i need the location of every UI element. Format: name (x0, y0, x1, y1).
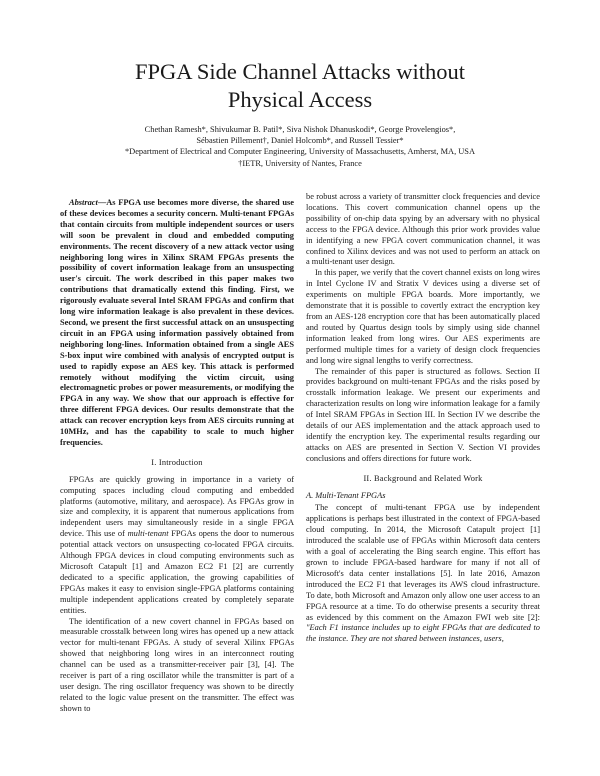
intro-p1-text-a: FPGAs are quickly growing in importance in a variety of computing spaces including cloud computing and embedded platforms (automotive, military, and aerospace). As FPGAs grow in size and complexity, it is apparent that numerous applications from independent users may simultaneously reside in a single FPGA device. This use of (60, 474, 294, 539)
abstract-text: —As FPGA use becomes more diverse, the shared use of these devices becomes a security concern. Multi-tenant FPGAs that contain circuits from multiple independent sources or users will soon be prevalent in cloud and embedded computing environments. The recent discovery of a new attack vector using neighboring long wires in Xilinx SRAM FPGAs presents the possibility of covert information leakage from an unsuspecting user's circuit. The work described in this paper makes two contributions that dramatically extend this finding. First, we rigorously evaluate several Intel SRAM FPGAs and confirm that long wire information leakage is also prevalent in these devices. Second, we present the first successful attack on an unsuspecting circuit in an FPGA using information passively obtained from neighboring long-lines. Information obtained from a single AES S-box input wire combined with analysis of encrypted output is used to rapidly expose an AES key. This attack is performed remotely without modifying the victim circuit, using electromagnetic probes or power measurements, or modifying the FPGA in any way. We show that our approach is effective for three different FPGA devices. Our results demonstrate that the attack can recover encryption keys from AES circuits running at 10MHz, and has the capability to scale to much higher frequencies. (60, 198, 294, 447)
right-column (306, 192, 540, 645)
intro-paragraph-2: The identification of a new covert channel in FPGAs based on measurable crosstalk between long wires has opened up a new attack vector for multi-tenant FPGAs. A study of several Xilinx FPGAs showed that neighboring long wires in an interconnect routing channel can be used as a transmitter-receiver pair [3], [4]. The receiver is part of a ring oscillator while the transmitter is part of a user design. The ring oscillator frequency was shown to be directly related to the logic value present on the transmitter. The effect was shown to (60, 616, 294, 713)
background-paragraph-1 (306, 503, 540, 645)
intro-p1-emphasis: multi-tenant (127, 529, 169, 539)
title-line-2: Physical Access (227, 87, 373, 112)
abstract (60, 198, 294, 449)
left-column (60, 198, 294, 715)
subsection-heading-multi-tenant: A. Multi-Tenant FPGAs (306, 490, 386, 500)
bg-p1-quote: "Each F1 instance includes up to eight FPGAs that are dedicated to the instance. They are not shared between instances, users, (306, 623, 540, 644)
section-heading-background: II. Background and Related Work (363, 473, 483, 483)
right-paragraph-3: The remainder of this paper is structured as follows. Section II provides background on multi-tenant FPGAs and the risks posed by crosstalk information leakage. We present our experiments and characterization results on long wire information leakage for a family of Intel SRAM FPGAs in Section III. In Section IV we describe the details of our AES implementation and the attack approach used to identify the encryption key. The experimental results regarding our attacks on AES are presented in Section V. Section VI provides conclusions and offers directions for future work. (306, 366, 540, 463)
author-line-1: Chethan Ramesh*, Shivukumar B. Patil*, Siva Nishok Dhanuskodi*, George Provelengios*, (144, 125, 456, 134)
bg-p1-text: The concept of multi-tenant FPGA use by independent applications is perhaps best illustrated in the context of FPGA-based cloud computing. In 2014, the Microsoft Catapult project [1] introduced the scalable use of FPGAs within Microsoft data centers with a goal of accelerating the Bing search engine. This effort has grown to include FPGA-based hardware for many if not all of Microsoft's data center installations [5]. In late 2016, Amazon introduced the EC2 F1 that leverages its AWS cloud infrastructure. To date, both Microsoft and Amazon only allow one user access to an FPGA resource at a time. To do otherwise presents a security threat as evidenced by this comment on the Amazon FWI web site [2]: (306, 503, 540, 622)
right-paragraph-2: In this paper, we verify that the covert channel exists on long wires in Intel Cyclone IV and Stratix V devices using a diverse set of experiments on multiple FPGA boards. More importantly, we demonstrate that it is possible to covertly extract the encryption key from an AES-128 encryption core that has been automatically placed and routed by Quartus design tools by simply using side channel information leaked from long wires. Our AES experiments are performed multiple times for a variety of design clock frequencies and long wire signal lengths to verify correctness. (306, 268, 540, 365)
paper-title (0, 58, 600, 114)
intro-paragraph-1 (60, 475, 294, 617)
right-paragraph-1: be robust across a variety of transmitter clock frequencies and device locations. This covert communication channel opens up the possibility of on-chip data spying by an adversary with no physical access to the FPGA device. Although this prior work provides value in identifying a new FPGA covert communication channel, it was confined to Xilinx devices and was not used to perform an attack on a multi-tenant user design. (306, 192, 540, 267)
abstract-lead: Abstract (69, 198, 98, 207)
author-block (0, 124, 600, 169)
title-line-1: FPGA Side Channel Attacks without (134, 59, 465, 84)
section-heading-introduction: I. Introduction (151, 457, 203, 467)
author-line-2: Sébastien Pillement†, Daniel Holcomb*, and Russell Tessier* (196, 136, 404, 146)
affiliation-2: †IETR, University of Nantes, France (238, 158, 362, 168)
affiliation-1: *Department of Electrical and Computer Engineering, University of Massachusetts, Amherst, MA, USA (124, 147, 476, 157)
intro-p1-text-b: FPGAs opens the door to numerous potential attack vectors on unsuspecting co-located FPGA circuits. Although FPGA devices in cloud computing environments such as Microsoft Catapult [1] and Amazon EC2 F1 [2] are currently dedicated to a specific application, the growing capabilities of FPGAs makes it easy to envision single-FPGA platforms containing multiple independent applications created by completely separate entities. (60, 529, 294, 615)
